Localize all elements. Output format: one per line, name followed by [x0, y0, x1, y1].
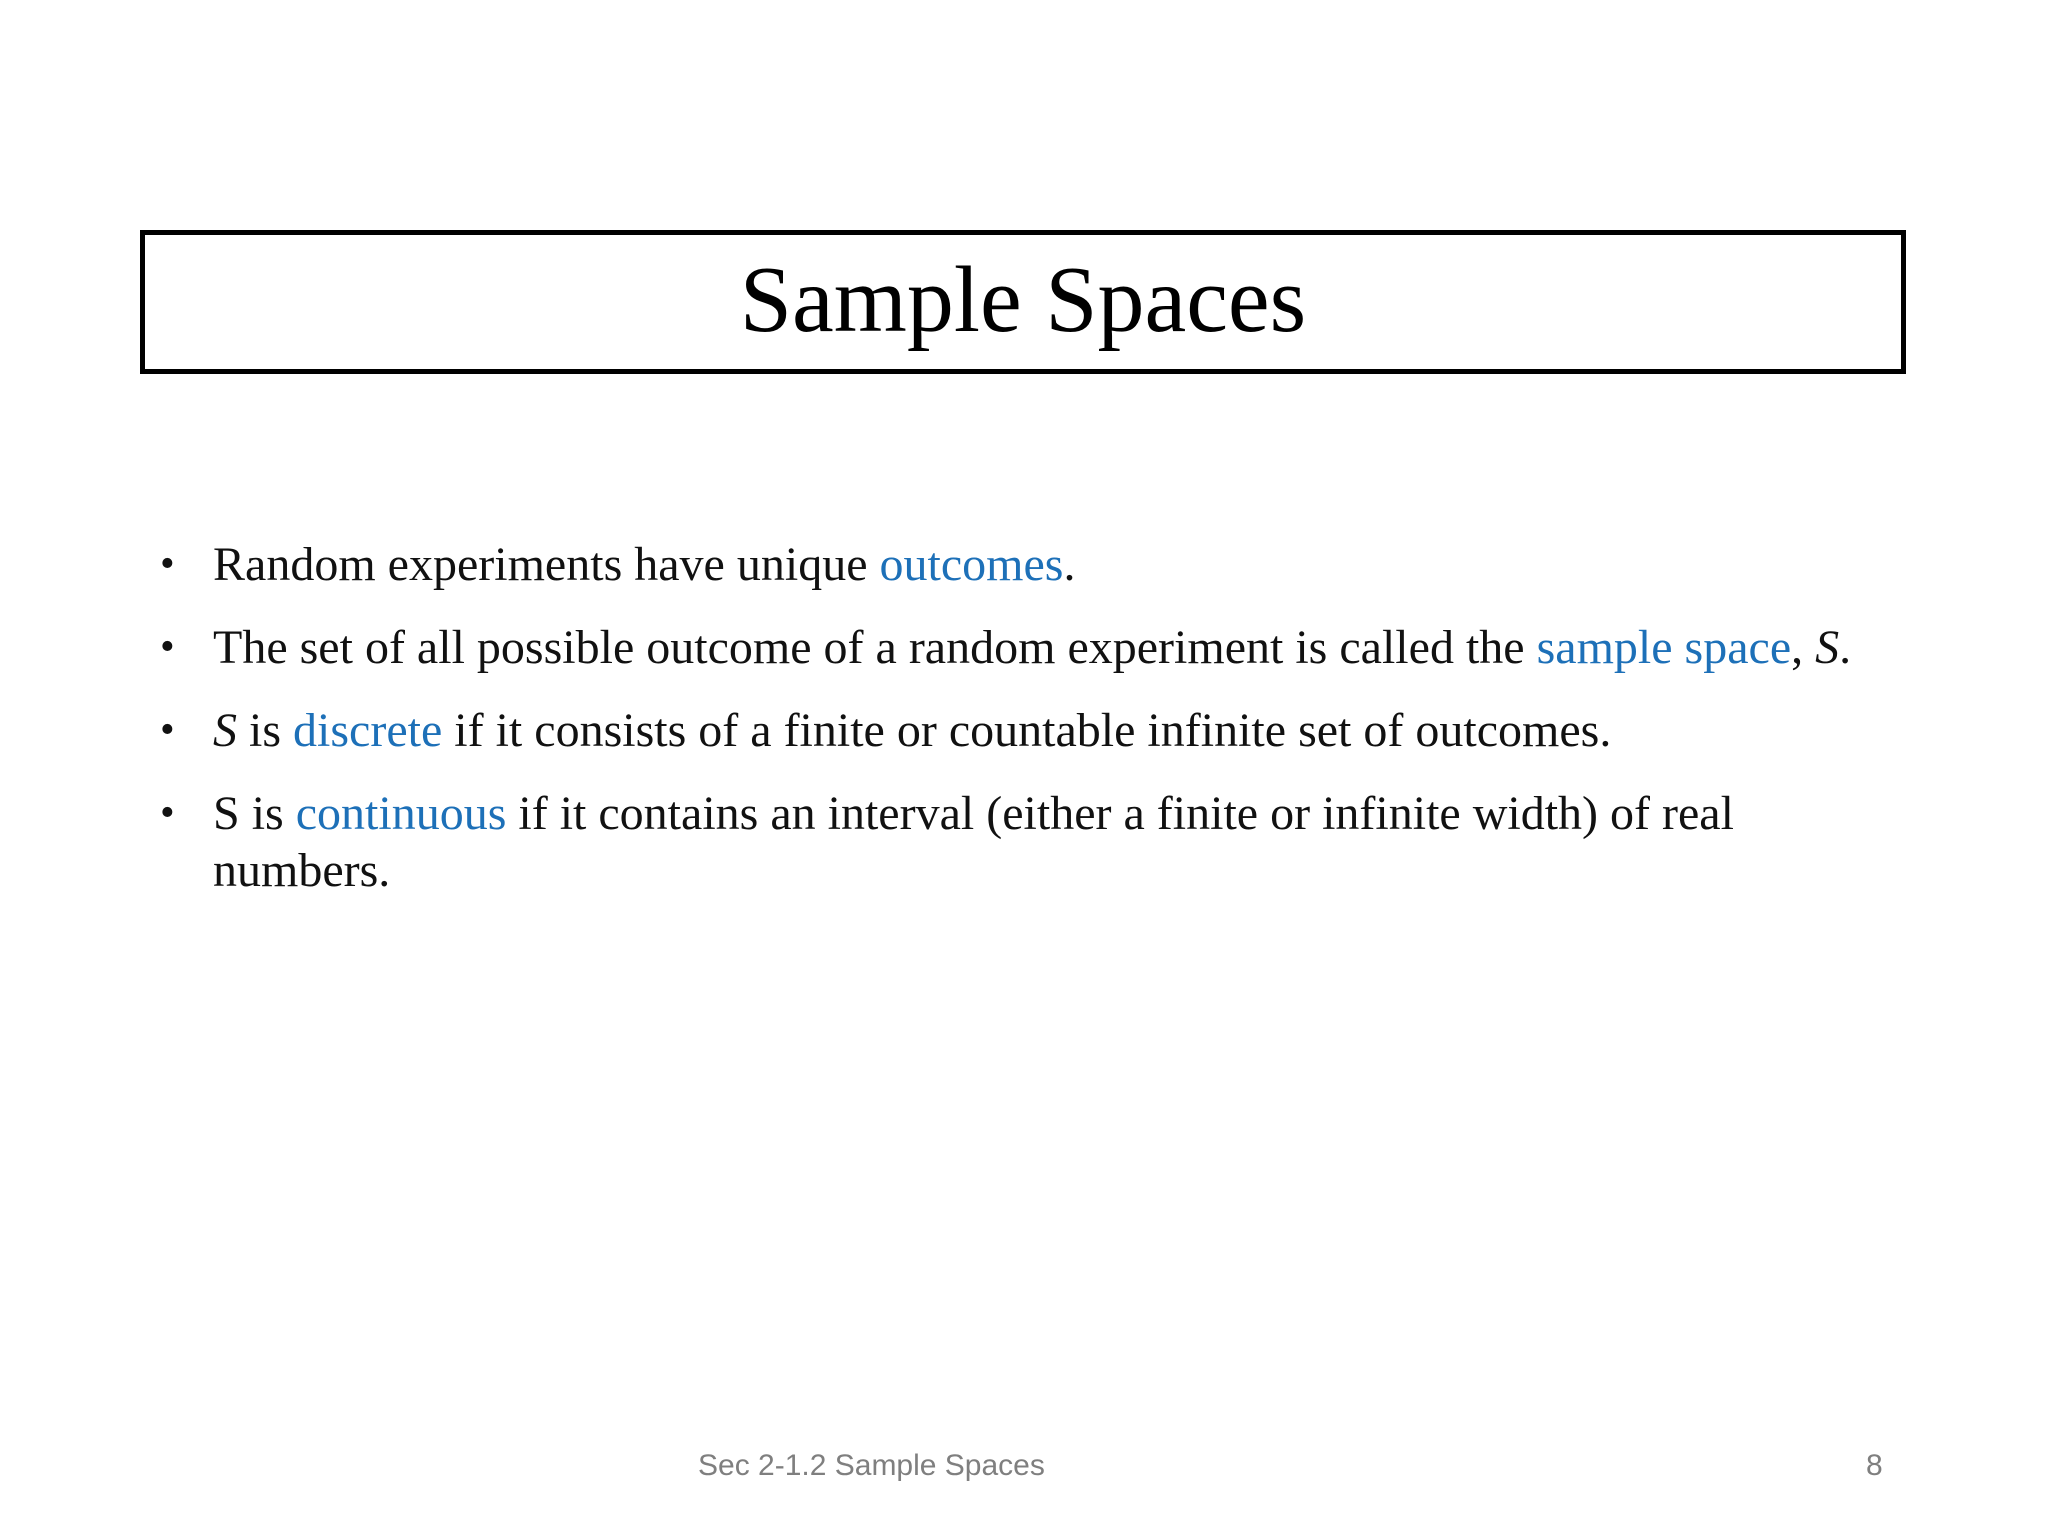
term-sample-space: sample space	[1536, 621, 1792, 674]
slide-title: Sample Spaces	[739, 248, 1307, 352]
term-discrete: discrete	[293, 704, 443, 757]
bullet-text: .	[1839, 621, 1852, 674]
bullet-text: The set of all possible outcome of a random experiment is called the	[213, 621, 1537, 674]
bullet-item-discrete	[160, 702, 1900, 759]
bullet-item-outcomes	[160, 536, 1900, 593]
bullet-icon: •	[160, 541, 175, 587]
bullet-text: Random experiments have unique	[213, 538, 880, 591]
page-number: 8	[1866, 1449, 1883, 1482]
bullet-text: if it consists of a finite or countable infinite set of outcomes.	[442, 704, 1612, 757]
term-continuous: continuous	[295, 787, 507, 840]
math-symbol-s: S	[213, 704, 237, 757]
bullet-icon: •	[160, 624, 175, 670]
bullet-text: if it contains an interval (either a finite or infinite width) of real numbers.	[213, 787, 1734, 897]
bullet-text: is	[237, 704, 294, 757]
title-box	[140, 230, 1906, 374]
bullet-text: S is	[213, 787, 296, 840]
footer-section-label: Sec 2-1.2 Sample Spaces	[698, 1449, 1045, 1482]
term-outcomes: outcomes	[879, 538, 1064, 591]
bullet-icon: •	[160, 790, 175, 836]
bullet-item-sample-space	[160, 619, 1900, 676]
math-symbol-s: S	[1815, 621, 1840, 674]
bullet-text: ,	[1791, 621, 1816, 674]
bullet-item-continuous	[160, 785, 1900, 899]
bullet-text: .	[1063, 538, 1076, 591]
bullet-icon: •	[160, 707, 175, 753]
bullet-list	[160, 536, 1900, 925]
